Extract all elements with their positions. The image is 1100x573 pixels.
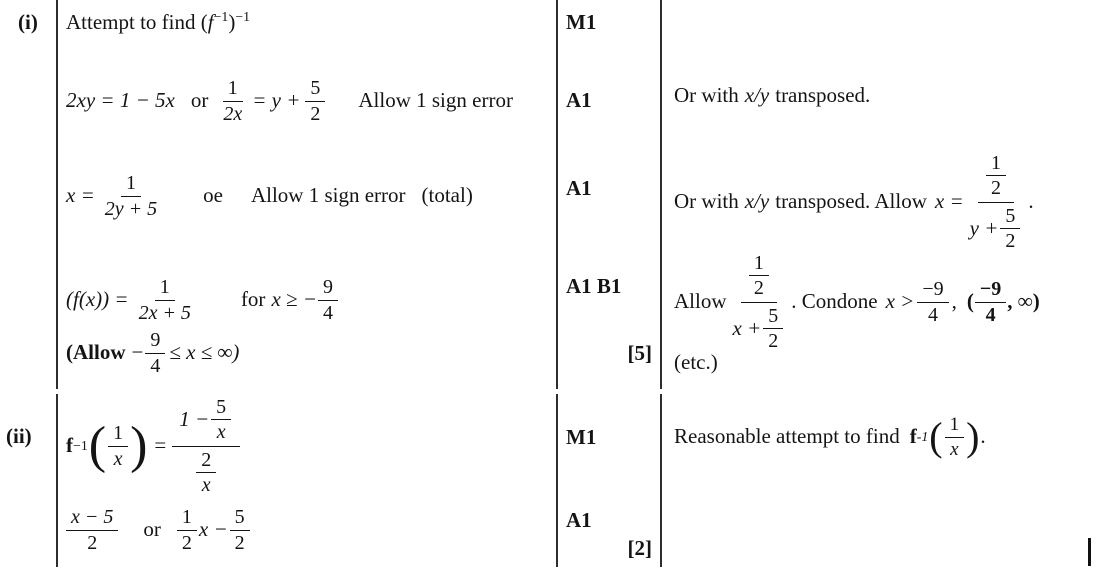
allow-bold: (Allow (66, 340, 126, 365)
fraction-denominator: x (216, 421, 226, 444)
working-line-2xy (66, 70, 513, 132)
fraction (145, 329, 165, 377)
mark-a1: A1 (566, 508, 592, 532)
period: . (1028, 189, 1034, 214)
equation: (f(x)) = (66, 287, 129, 312)
divider-marks-right (660, 0, 662, 389)
big-fraction-numerator (741, 252, 777, 303)
text-cursor-mark (1088, 538, 1091, 566)
fraction-denominator: 2 (991, 177, 1002, 200)
minus-sign: − (131, 340, 144, 365)
fraction-numerator: 1 (108, 422, 128, 446)
fraction-numerator: 5 (1000, 205, 1020, 229)
allow-note: Allow 1 sign error (358, 88, 513, 113)
fraction (945, 414, 965, 460)
fraction (318, 276, 338, 324)
inequality: x > (885, 289, 915, 314)
text: . Condone (791, 289, 878, 314)
fraction-denominator: 4 (985, 303, 996, 326)
mark-total-5: [5] (627, 341, 652, 365)
fraction (196, 449, 216, 497)
big-fraction (970, 152, 1023, 253)
divider-label-column (56, 0, 58, 389)
fraction (218, 77, 247, 125)
working-line-result (66, 498, 252, 562)
fraction (211, 396, 231, 444)
text: transposed. Allow (775, 189, 927, 214)
text: Or with (674, 83, 739, 108)
comment-transposed-allow (674, 152, 1034, 252)
period: . (980, 424, 986, 449)
equation: x = (66, 183, 95, 208)
part-ii-label: (ii) (6, 424, 32, 448)
fraction-denominator: 2 (87, 531, 98, 554)
fraction-numerator: 2 (196, 449, 216, 473)
fraction-numerator: 5 (211, 396, 231, 420)
fraction-numerator: 1 (155, 276, 175, 300)
xy-variables: x/y (744, 83, 770, 108)
inequality: ≤ x ≤ ∞) (169, 340, 240, 365)
text: Reasonable attempt to find (674, 424, 900, 449)
mark-total-2: [2] (627, 536, 652, 560)
fraction-denominator: x (950, 438, 959, 460)
comma: , (951, 289, 957, 314)
fraction (763, 305, 783, 353)
fraction-numerator: 9 (145, 329, 165, 353)
equals-sign: = (154, 433, 167, 458)
fraction (986, 152, 1006, 200)
fraction-denominator: x (201, 473, 211, 496)
or-word: or (143, 517, 161, 542)
fraction-denominator: 4 (150, 354, 161, 377)
or-word: or (190, 88, 209, 113)
working-line-attempt (66, 10, 250, 35)
fraction (134, 276, 196, 324)
working-line-x-equals (66, 160, 473, 232)
fraction-numerator: 1 (986, 152, 1006, 176)
open-paren: ( (929, 414, 943, 459)
big-fraction-numerator (978, 152, 1014, 203)
fraction-numerator: 9 (318, 276, 338, 300)
f-symbol: f (66, 433, 73, 458)
fraction-denominator: 2x (223, 102, 243, 125)
text: Or with (674, 189, 739, 214)
fraction-denominator: 2 (768, 329, 779, 352)
text: transposed. (775, 83, 871, 108)
text: Allow (674, 289, 727, 314)
comment-allow-condone (674, 251, 1040, 352)
superscript: −1 (213, 9, 229, 24)
big-fraction-denominator (194, 447, 218, 497)
text: Attempt to find ( (66, 10, 208, 34)
fraction-denominator: 4 (322, 301, 333, 324)
fraction (66, 506, 118, 554)
comment-reasonable-attempt: Reasonable attempt to find f -1 ( $\frac{1}{x}$ ) . (674, 414, 986, 460)
open-paren: ( (88, 416, 107, 474)
working-line-finv: f −1 ( $\frac{1}{x}$ ) = 1 − $\frac{5}{x}$ $\frac{2}{x}$ (66, 392, 246, 500)
total-note: (total) (421, 183, 473, 208)
big-fraction-denominator (970, 203, 1023, 253)
big-fraction (172, 396, 240, 497)
mark-a1-b1: A1 B1 (566, 274, 622, 298)
mark-m1: M1 (566, 10, 597, 34)
comment-etc: (etc.) (674, 350, 718, 374)
fraction-numerator: 1 (177, 506, 197, 530)
big-fraction (733, 252, 786, 353)
fraction-denominator: 2 (753, 277, 764, 300)
fraction-numerator: −9 (917, 278, 948, 302)
fraction (177, 506, 197, 554)
divider-marks-right (660, 394, 662, 567)
fraction (1000, 205, 1020, 253)
open-paren: ( (966, 289, 974, 314)
interval-group (967, 278, 1040, 326)
fraction-numerator: 5 (763, 305, 783, 329)
equation: x − (198, 517, 228, 542)
fraction-numerator: 1 (223, 77, 243, 101)
text: ) (228, 10, 236, 34)
fraction-numerator: x − 5 (66, 506, 118, 530)
text: 1 − (179, 407, 210, 432)
fraction (975, 278, 1006, 326)
superscript: −1 (235, 9, 251, 24)
fraction-denominator: 2 (234, 531, 245, 554)
equation: x = (934, 189, 964, 214)
f-symbol: f (909, 424, 917, 449)
fraction (100, 172, 162, 220)
fraction-denominator: 2 (181, 531, 192, 554)
divider-label-column (56, 394, 58, 567)
big-fraction-denominator (733, 303, 786, 353)
fraction (749, 252, 769, 300)
fraction-numerator: 1 (749, 252, 769, 276)
fraction-denominator: 2 (1005, 229, 1016, 252)
mark-a1: A1 (566, 176, 592, 200)
fraction-denominator: 2x + 5 (138, 301, 191, 324)
comment-transposed (674, 80, 870, 112)
divider-marks-left (556, 0, 558, 389)
fraction-numerator: 1 (945, 414, 965, 437)
text: y + (969, 215, 999, 240)
big-fraction-numerator (172, 396, 240, 447)
f-symbol: f (207, 10, 214, 34)
oe-word: oe (203, 183, 223, 208)
close-paren: ) (966, 414, 980, 459)
mark-a1: A1 (566, 88, 592, 112)
fraction-denominator: 2y + 5 (104, 197, 158, 220)
fraction-denominator: x (113, 447, 123, 470)
equation: 2xy = 1 − 5x (66, 88, 175, 113)
fraction (108, 422, 128, 470)
fraction (305, 77, 325, 125)
working-line-fx (66, 268, 343, 332)
for-word: for (240, 287, 266, 312)
fraction (917, 278, 948, 326)
fraction-numerator: −9 (975, 278, 1006, 302)
mark-m1: M1 (566, 425, 597, 449)
fraction-denominator: 2 (310, 102, 321, 125)
fraction-numerator: 1 (121, 172, 141, 196)
equation: = y + (252, 88, 301, 113)
text: x + (732, 315, 762, 340)
fraction-denominator: 4 (927, 303, 938, 326)
fraction (230, 506, 250, 554)
xy-variables: x/y (744, 189, 770, 214)
text: , ∞) (1007, 289, 1040, 314)
close-paren: ) (130, 416, 148, 474)
fraction-numerator: 5 (230, 506, 250, 530)
fraction-numerator: 5 (305, 77, 325, 101)
inequality: x ≥ − (271, 287, 317, 312)
allow-note: Allow 1 sign error (250, 183, 406, 208)
part-i-label: (i) (18, 10, 38, 34)
working-line-allow-domain (66, 326, 239, 380)
